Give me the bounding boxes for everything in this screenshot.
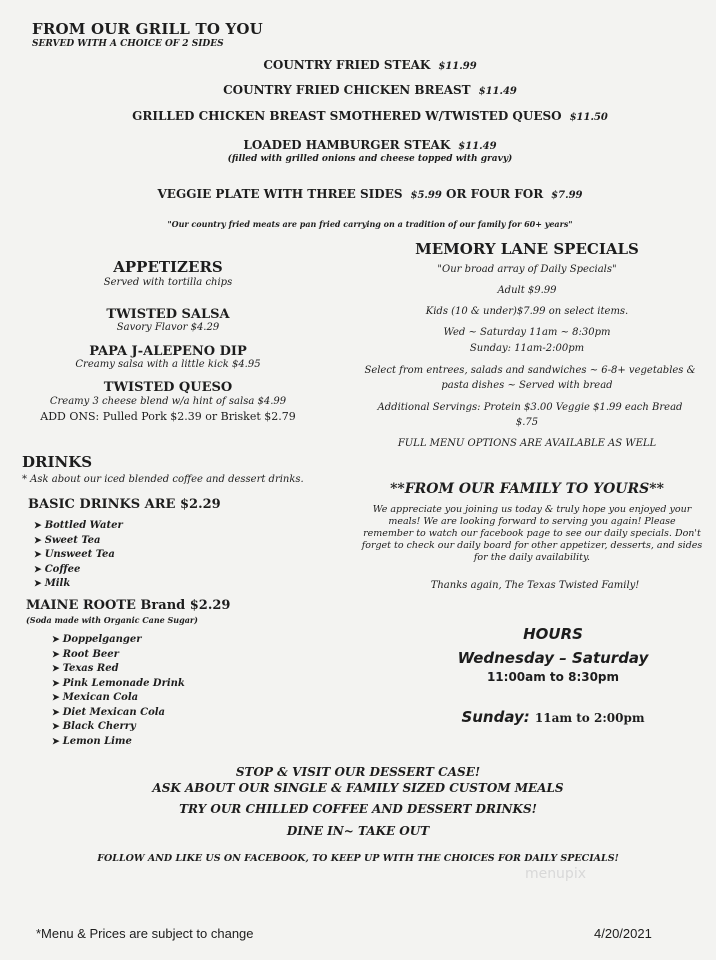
facebook-line: FOLLOW AND LIKE US ON FACEBOOK, TO KEEP UP WITH THE CHOICES FOR DAILY SPECIALS! [97, 853, 619, 864]
list-item: ➤ Diet Mexican Cola [52, 706, 185, 721]
appetizer-addons: ADD ONS: Pulled Pork $2.39 or Brisket $2.79 [40, 410, 296, 423]
specials-select-line2: pasta dishes ~ Served with bread [441, 380, 613, 391]
item-price: $11.49 [478, 86, 517, 97]
family-line: forget to check our daily board for other appetizer, desserts, and sides [361, 540, 703, 551]
appetizer-name: TWISTED QUESO [103, 380, 233, 395]
maine-roote-list [52, 633, 185, 749]
specials-title: MEMORY LANE SPECIALS [415, 240, 639, 258]
family-line: remember to watch our facebook page to see our daily specials. Don't [363, 528, 701, 539]
appetizer-desc: Creamy 3 cheese blend w/a hint of salsa $4.99 [49, 396, 287, 407]
specials-kids-price: Kids (10 & under)$7.99 on select items. [425, 306, 629, 317]
list-item: ➤ Mexican Cola [52, 691, 185, 706]
specials-sunday: Sunday: 11am-2:00pm [469, 343, 585, 354]
watermark: menupix [524, 866, 586, 882]
hours-days: Wednesday – Saturday [457, 649, 649, 667]
list-item: ➤ Lemon Lime [52, 735, 185, 750]
appetizer-desc: Creamy salsa with a little kick $4.95 [75, 359, 261, 370]
family-message [350, 504, 714, 564]
list-item: ➤ Unsweet Tea [34, 548, 123, 563]
footer-date: 4/20/2021 [594, 926, 652, 941]
veggie-price-three: $5.99 [410, 190, 442, 201]
sunday-label: Sunday: [461, 708, 530, 726]
appetizer-name: TWISTED SALSA [106, 307, 230, 322]
veggie-text: VEGGIE PLATE WITH THREE SIDES [157, 187, 403, 201]
basic-drinks-title: BASIC DRINKS ARE $2.29 [28, 497, 221, 512]
specials-select-line1: Select from entrees, salads and sandwiches ~ 6-8+ vegetables & [364, 365, 696, 376]
veggie-plate [60, 187, 680, 201]
maine-roote-title: MAINE ROOTE Brand $2.29 [26, 598, 231, 613]
list-item: ➤ Sweet Tea [34, 534, 123, 549]
item-name: LOADED HAMBURGER STEAK [243, 138, 451, 152]
basic-drinks-list [34, 519, 123, 592]
promo-line: DINE IN~ TAKE OUT [286, 824, 430, 838]
family-line: We appreciate you joining us today & truly hope you enjoyed your [372, 504, 692, 515]
veggie-or: OR FOUR FOR [446, 187, 544, 201]
specials-extra-line2: $.75 [515, 417, 539, 428]
specials-extra-line1: Additional Servings: Protein $3.00 Veggie $1.99 each Bread [377, 402, 683, 413]
item-price: $11.99 [438, 61, 477, 72]
item-name: COUNTRY FRIED CHICKEN BREAST [223, 83, 471, 97]
item-name: GRILLED CHICKEN BREAST SMOTHERED W/TWISTED QUESO [132, 109, 562, 123]
list-item: ➤ Milk [34, 577, 123, 592]
appetizers-title: APPETIZERS [113, 258, 223, 276]
list-item: ➤ Texas Red [52, 662, 185, 677]
footer-disclaimer: *Menu & Prices are subject to change [36, 926, 254, 941]
family-line: meals! We are looking forward to serving you again! Please [388, 516, 676, 527]
family-title: **FROM OUR FAMILY TO YOURS** [390, 481, 664, 497]
hours-sunday [388, 707, 716, 726]
grill-item [60, 58, 680, 72]
specials-days: Wed ~ Saturday 11am ~ 8:30pm [443, 327, 611, 338]
maine-roote-note: (Soda made with Organic Cane Sugar) [26, 615, 198, 625]
item-name: COUNTRY FRIED STEAK [263, 58, 431, 72]
list-item: ➤ Bottled Water [34, 519, 123, 534]
family-line: for the daily availability. [473, 552, 591, 563]
list-item: ➤ Doppelganger [52, 633, 185, 648]
hours-title: HOURS [523, 625, 583, 643]
drinks-title: DRINKS [22, 453, 93, 471]
grill-item [60, 83, 680, 97]
list-item: ➤ Coffee [34, 563, 123, 578]
specials-full-menu: FULL MENU OPTIONS ARE AVAILABLE AS WELL [397, 438, 657, 449]
grill-item [60, 138, 680, 152]
sunday-time: 11am to 2:00pm [534, 711, 645, 725]
family-thanks: Thanks again, The Texas Twisted Family! [430, 580, 640, 591]
list-item: ➤ Pink Lemonade Drink [52, 677, 185, 692]
grill-title: FROM OUR GRILL TO YOU [32, 20, 263, 38]
appetizer-name: PAPA J-ALEPENO DIP [89, 344, 247, 359]
item-price: $11.50 [569, 112, 608, 123]
grill-item [60, 109, 680, 123]
list-item: ➤ Root Beer [52, 648, 185, 663]
list-item: ➤ Black Cherry [52, 720, 185, 735]
grill-subtitle: SERVED WITH A CHOICE OF 2 SIDES [32, 39, 224, 49]
appetizer-desc: Savory Flavor $4.29 [116, 322, 220, 333]
appetizers-subtitle: Served with tortilla chips [103, 277, 233, 288]
promo-line: STOP & VISIT OUR DESSERT CASE! [235, 765, 481, 779]
veggie-price-four: $7.99 [551, 190, 583, 201]
drinks-note: * Ask about our iced blended coffee and dessert drinks. [22, 474, 304, 485]
promo-line: ASK ABOUT OUR SINGLE & FAMILY SIZED CUSTOM MEALS [152, 781, 564, 795]
grill-quote: "Our country fried meats are pan fried carrying on a tradition of our family for 60+ years" [167, 219, 573, 229]
specials-adult-price: Adult $9.99 [497, 285, 557, 296]
grill-item-note: (filled with grilled onions and cheese topped with gravy) [227, 154, 513, 164]
specials-tagline: "Our broad array of Daily Specials" [437, 264, 617, 275]
promo-line: TRY OUR CHILLED COFFEE AND DESSERT DRINKS! [179, 802, 537, 816]
item-price: $11.49 [458, 141, 497, 152]
hours-time: 11:00am to 8:30pm [486, 670, 620, 684]
